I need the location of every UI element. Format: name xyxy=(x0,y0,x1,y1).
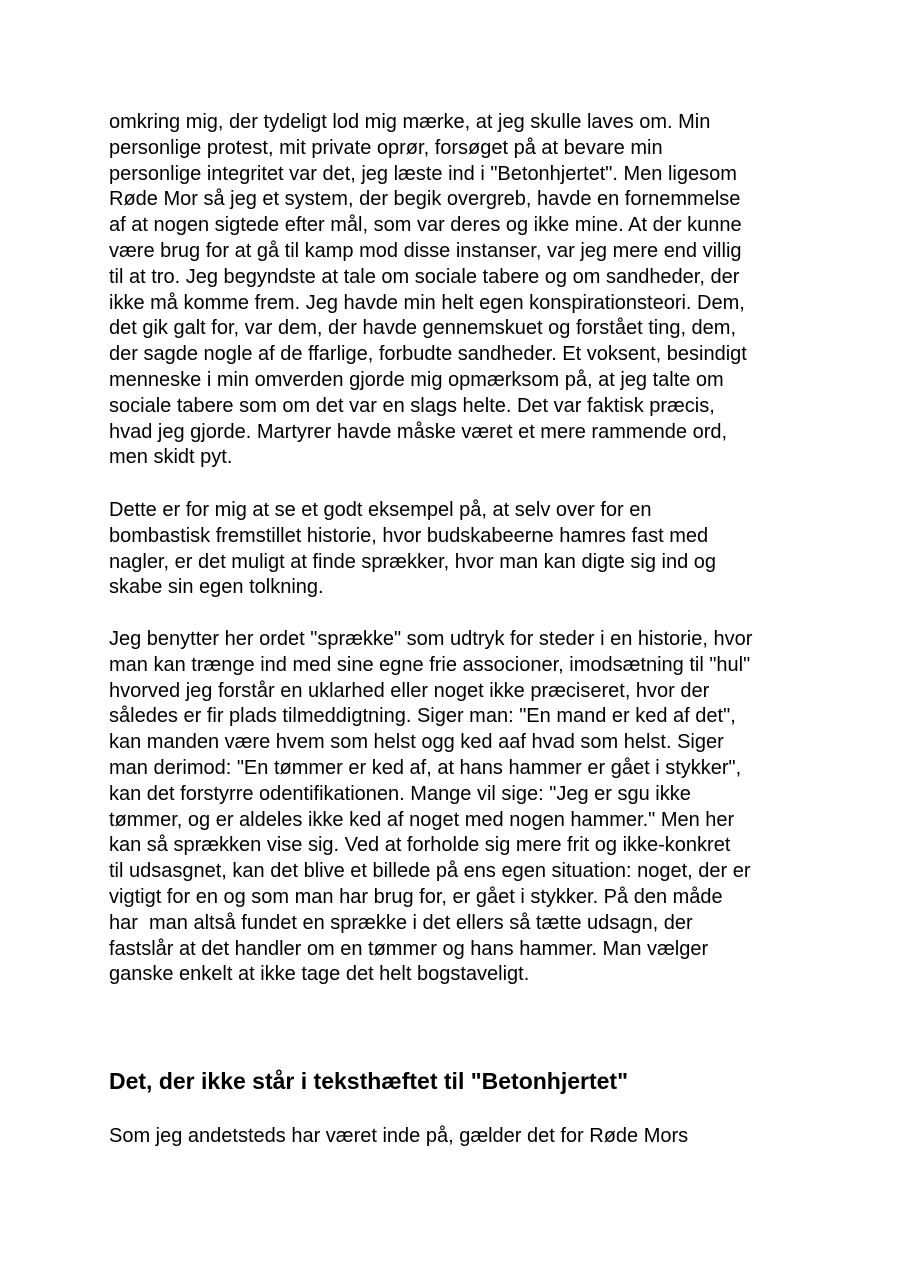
text-line: man derimod: "En tømmer er ked af, at hans hammer er gået i stykker", xyxy=(109,756,742,779)
paragraph-3 xyxy=(109,627,752,988)
text-line: nagler, er det muligt at finde sprækker, hvor man kan digte sig ind og xyxy=(109,550,717,573)
text-line: vigtigt for en og som man har brug for, er gået i stykker. På den måde xyxy=(109,885,723,908)
text-line: bombastisk fremstillet historie, hvor budskabeerne hamres fast med xyxy=(109,524,709,547)
text-line: det gik galt for, var dem, der havde gennemskuet og forstået ting, dem, xyxy=(109,317,737,340)
text-line: tømmer, og er aldeles ikke ked af noget med nogen hammer." Men her xyxy=(109,808,735,831)
text-line: men skidt pyt. xyxy=(109,446,233,469)
closing-paragraph xyxy=(109,1124,688,1150)
text-line: personlige integritet var det, jeg læste ind i "Betonhjertet". Men ligesom xyxy=(109,162,737,185)
paragraph-2 xyxy=(109,498,716,601)
text-line: være brug for at gå til kamp mod disse instanser, var jeg mere end villig xyxy=(109,239,742,262)
text-line: skabe sin egen tolkning. xyxy=(109,576,324,599)
text-line: menneske i min omverden gjorde mig opmærksom på, at jeg talte om xyxy=(109,368,724,391)
text-line: til udsasgnet, kan det blive et billede på ens egen situation: noget, der er xyxy=(109,860,751,883)
text-line: ikke må komme frem. Jeg havde min helt egen konspirationsteori. Dem, xyxy=(109,291,745,314)
text-line: man kan trænge ind med sine egne frie associoner, imodsætning til "hul" xyxy=(109,653,751,676)
text-line: således er fir plads tilmeddigtning. Siger man: "En mand er ked af det", xyxy=(109,705,736,728)
text-line: kan manden være hvem som helst ogg ked aaf hvad som helst. Siger xyxy=(109,731,724,754)
paragraph-1 xyxy=(109,110,747,471)
text-line: sociale tabere som om det var en slags helte. Det var faktisk præcis, xyxy=(109,394,715,417)
text-line: personlige protest, mit private oprør, forsøget på at bevare min xyxy=(109,136,663,159)
text-line: kan det forstyrre odentifikationen. Mange vil sige: "Jeg er sgu ikke xyxy=(109,782,691,805)
text-line: kan så sprækken vise sig. Ved at forholde sig mere frit og ikke-konkret xyxy=(109,834,731,857)
text-line: hvorved jeg forstår en uklarhed eller noget ikke præciseret, hvor der xyxy=(109,679,710,702)
section-heading xyxy=(109,1067,628,1095)
text-line: der sagde nogle af de ffarlige, forbudte sandheder. Et voksent, besindigt xyxy=(109,343,747,366)
text-line: omkring mig, der tydeligt lod mig mærke, at jeg skulle laves om. Min xyxy=(109,111,711,133)
text-line: ganske enkelt at ikke tage det helt bogstaveligt. xyxy=(109,963,530,986)
text-line: hvad jeg gjorde. Martyrer havde måske været et mere rammende ord, xyxy=(109,420,728,443)
text-line: fastslår at det handler om en tømmer og hans hammer. Man vælger xyxy=(109,937,709,960)
text-line: Jeg benytter her ordet "sprække" som udtryk for steder i en historie, hvor xyxy=(109,628,753,650)
text-line: til at tro. Jeg begyndste at tale om sociale tabere og om sandheder, der xyxy=(109,265,740,288)
text-line: har man altså fundet en sprække i det ellers så tætte udsagn, der xyxy=(109,911,693,934)
section-heading-text: Det, der ikke står i teksthæftet til "Betonhjertet" xyxy=(109,1068,628,1094)
text-line: Som jeg andetsteds har været inde på, gælder det for Røde Mors xyxy=(109,1125,689,1147)
text-line: Røde Mor så jeg et system, der begik overgreb, havde en fornemmelse xyxy=(109,188,741,211)
text-line: Dette er for mig at se et godt eksempel på, at selv over for en xyxy=(109,499,652,521)
text-line: af at nogen sigtede efter mål, som var deres og ikke mine. At der kunne xyxy=(109,214,742,237)
